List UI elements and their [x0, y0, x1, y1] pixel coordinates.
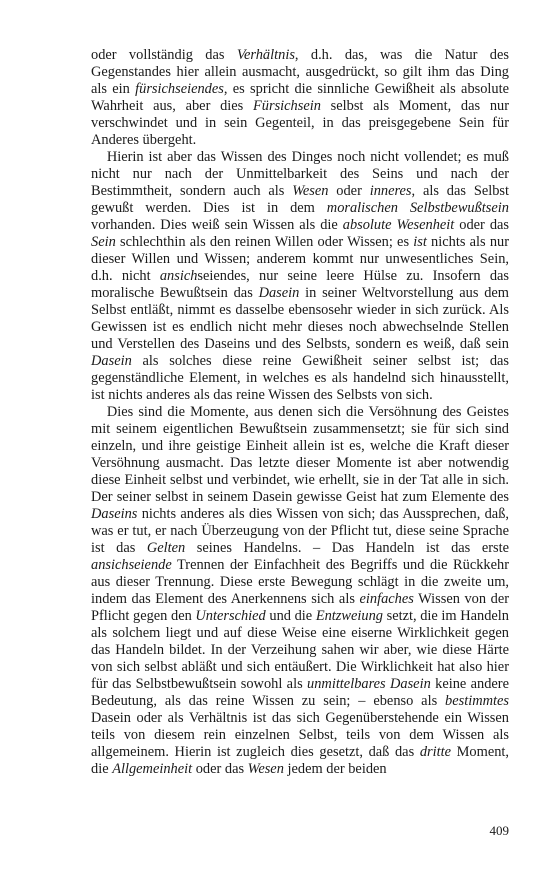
- text-run: Hierin ist aber das Wissen des Dinges noch nicht vollendet; es muß nicht nur nach der Unmittelbarkeit des Seins und nach der Bestimmtheit, sondern auch als: [91, 149, 509, 199]
- emphasis-text: ist: [413, 234, 427, 250]
- emphasis-text: Dasein: [258, 285, 300, 301]
- paragraph-3: [91, 404, 509, 778]
- emphasis-text: Unterschied: [195, 608, 266, 624]
- emphasis-text: Sein: [91, 234, 116, 250]
- text-run: , es spricht die sinnliche Gewißheit als absolute Wahrheit aus, aber dies: [91, 81, 510, 114]
- text-run: Moment, die: [91, 744, 509, 777]
- text-run: nichts als nur dieser Willen und Wissen; anderem kommt nur unwesentliches Sein, d.h. nicht: [91, 234, 510, 284]
- text-run: keine andere Bedeutung, als das reine Wissen zu sein; – ebenso als: [91, 676, 509, 709]
- body-text: [91, 47, 509, 778]
- text-run: jedem der beiden: [283, 761, 387, 777]
- text-run: Trennen der Einfachheit des Begriffs und die Rückkehr aus dieser Trennung. Diese erste Bewegung schlägt in die zweite um, indem das Element des Anerkennens sich als: [91, 557, 509, 607]
- text-run: nichts anderes als dies Wissen von sich; das Aussprechen, daß, was er tut, er nach Überzeugung von der Pflicht tut, diese seine Sprache ist das: [91, 506, 509, 556]
- paragraph-1: [91, 47, 509, 149]
- text-run: , d.h. das, was die Natur des Gegenstandes hier allein ausmacht, ausgedrückt, so gilt ihm das Ding als ein: [91, 47, 509, 97]
- text-run: und die: [265, 608, 316, 624]
- emphasis-text: moralischen Selbstbewußtsein: [326, 200, 509, 216]
- text-run: Wissen von der Pflicht gegen den: [91, 591, 510, 624]
- emphasis-text: inneres: [369, 183, 412, 199]
- emphasis-text: Dasein: [91, 353, 132, 369]
- emphasis-text: dritte: [419, 744, 451, 760]
- emphasis-text: ansichseiende: [91, 557, 172, 573]
- text-run: oder vollständig das: [91, 47, 237, 63]
- text-run: seines Handelns. – Das Handeln ist das erste: [185, 540, 509, 556]
- emphasis-text: Verhältnis: [236, 47, 295, 63]
- paragraph-2: [91, 149, 509, 404]
- emphasis-text: Fürsichsein: [252, 98, 321, 114]
- text-run: seiendes, nur seine leere Hülse zu. Insofern das moralische Bewußtsein das: [91, 268, 510, 301]
- emphasis-text: fürsichseiendes: [135, 81, 224, 97]
- text-run: selbst als Moment, das nur verschwindet und in sein Gegenteil, in das preisgegebene Sein für Anderes übergeht.: [91, 98, 510, 148]
- text-run: als solches diese reine Gewißheit seiner selbst ist; das gegenständliche Element, in welches es als handelnd sich hinausstellt, ist nichts anderes als das reine Wissen des Selbsts von sich.: [91, 353, 509, 403]
- emphasis-text: ansich: [159, 268, 198, 284]
- emphasis-text: unmittelbares Dasein: [307, 676, 431, 692]
- emphasis-text: Wesen: [292, 183, 329, 199]
- text-run: in seiner Weltvorstellung aus dem Selbst entläßt, nimmt es dasselbe ebensosehr wieder in sich zurück. Als Gewissen ist es endlich nicht mehr dieses noch abwechselnde Stellen und Verstellen des Daseins und des Selbsts, sondern es weiß, daß sein: [91, 285, 509, 352]
- text-run: oder: [328, 183, 370, 199]
- text-run: schlechthin als den reinen Willen oder Wissen; es: [115, 234, 414, 250]
- text-run: Dies sind die Momente, aus denen sich die Versöhnung des Geistes mit seinem eigentlichen Bewußtsein zusammensetzt; sie für sich sind einzeln, und ihre geistige Einheit allein ist es, welche die Kraft dieser Versöhnung ausmacht. Das letzte dieser Momente ist aber notwendig diese Einheit selbst und verbindet, wie erhellt, sie in der Tat alle in sich. Der seiner selbst in seinem Dasein gewisse Geist hat zum Elemente des: [91, 404, 509, 505]
- emphasis-text: Wesen: [247, 761, 284, 777]
- text-run: oder das: [454, 217, 510, 233]
- emphasis-text: Daseins: [91, 506, 138, 522]
- text-run: vorhanden. Dies weiß sein Wissen als die: [91, 217, 343, 233]
- emphasis-text: bestimmtes: [445, 693, 509, 709]
- text-run: , als das Selbst gewußt werden. Dies ist in dem: [91, 183, 510, 216]
- page-number: 409: [489, 823, 509, 838]
- text-run: setzt, die im Handeln als solchem liegt und auf diese Weise eine eiserne Wirklichkeit gegen das Handeln bildet. In der Verzeihung sahen wir aber, wie diese Härte von sich selbst abläßt und sich entäußert. Die Wirklichkeit hat also hier für das Selbstbewußtsein sowohl als: [91, 608, 509, 692]
- emphasis-text: Gelten: [146, 540, 186, 556]
- emphasis-text: Entzweiung: [315, 608, 383, 624]
- emphasis-text: einfaches: [359, 591, 414, 607]
- text-run: oder das: [192, 761, 248, 777]
- emphasis-text: absolute Wesenheit: [342, 217, 455, 233]
- text-run: Dasein oder als Verhältnis ist das sich Gegenüberstehende ein Wissen teils von diesem rein einzelnen Selbst, teils von dem Wissen als allgemeinem. Hierin ist zugleich dies gesetzt, daß das: [91, 710, 509, 760]
- emphasis-text: Allgemeinheit: [112, 761, 193, 777]
